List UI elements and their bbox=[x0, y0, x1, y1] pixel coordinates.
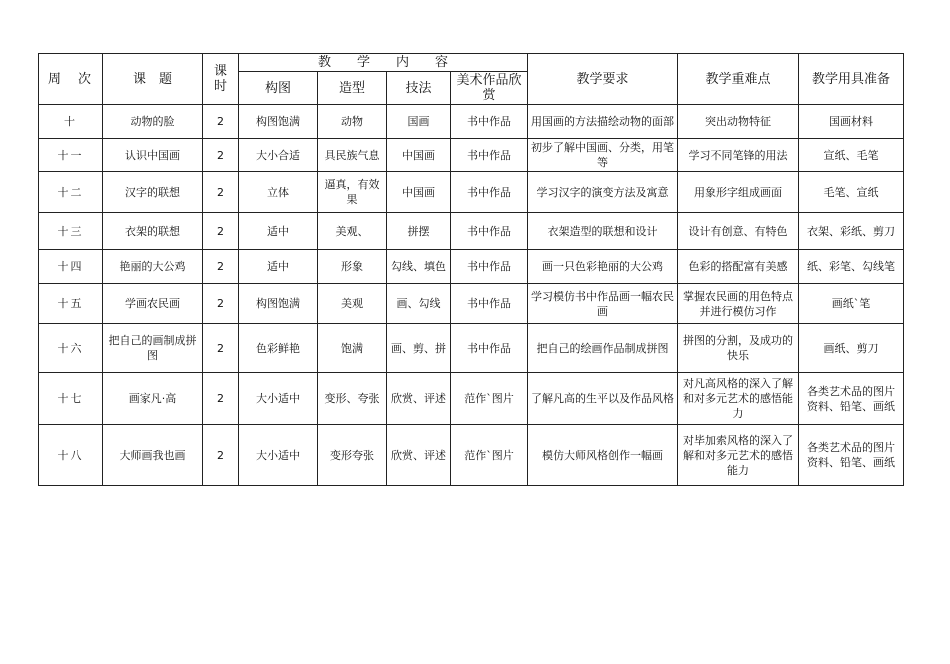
row-hours: 2 bbox=[203, 250, 239, 284]
row-modeling: 美观 bbox=[318, 284, 387, 324]
row-key-point: 用象形字组成画面 bbox=[678, 172, 799, 213]
row-week: 十 bbox=[39, 105, 103, 139]
row-requirement: 初步了解中国画、分类，用笔等 bbox=[528, 139, 678, 172]
row-composition: 适中 bbox=[239, 250, 318, 284]
header-appreciation: 美术作品欣赏 bbox=[451, 72, 528, 105]
row-hours: 2 bbox=[203, 172, 239, 213]
row-technique: 欣赏、评述 bbox=[387, 425, 451, 486]
table-row bbox=[39, 105, 904, 139]
row-key-point: 对凡高风格的深入了解和对多元艺术的感悟能力 bbox=[678, 373, 799, 425]
table-row bbox=[39, 324, 904, 373]
row-key-point: 学习不同笔锋的用法 bbox=[678, 139, 799, 172]
row-requirement: 学习模仿书中作品画一幅农民画 bbox=[528, 284, 678, 324]
row-week: 十三 bbox=[39, 213, 103, 250]
row-requirement: 把自己的绘画作品制成拼图 bbox=[528, 324, 678, 373]
row-appreciation: 书中作品 bbox=[451, 105, 528, 139]
row-key-point: 掌握农民画的用色特点并进行模仿习作 bbox=[678, 284, 799, 324]
header-requirements: 教学要求 bbox=[528, 54, 678, 105]
row-technique: 画、勾线 bbox=[387, 284, 451, 324]
row-composition: 构图饱满 bbox=[239, 105, 318, 139]
header-key-points: 教学重难点 bbox=[678, 54, 799, 105]
table-row bbox=[39, 284, 904, 324]
row-composition: 构图饱满 bbox=[239, 284, 318, 324]
row-appreciation: 书中作品 bbox=[451, 213, 528, 250]
table-row bbox=[39, 213, 904, 250]
row-topic: 画家凡·高 bbox=[103, 373, 203, 425]
row-technique: 画、剪、拼 bbox=[387, 324, 451, 373]
row-composition: 大小适中 bbox=[239, 425, 318, 486]
row-appreciation: 书中作品 bbox=[451, 324, 528, 373]
row-week: 十二 bbox=[39, 172, 103, 213]
row-hours: 2 bbox=[203, 425, 239, 486]
row-materials: 宣纸、毛笔 bbox=[799, 139, 904, 172]
row-appreciation: 范作`图片 bbox=[451, 373, 528, 425]
row-technique: 勾线、填色 bbox=[387, 250, 451, 284]
row-week: 十六 bbox=[39, 324, 103, 373]
row-materials: 纸、彩笔、勾线笔 bbox=[799, 250, 904, 284]
row-composition: 大小合适 bbox=[239, 139, 318, 172]
row-hours: 2 bbox=[203, 213, 239, 250]
row-week: 十七 bbox=[39, 373, 103, 425]
row-hours: 2 bbox=[203, 139, 239, 172]
row-week: 十五 bbox=[39, 284, 103, 324]
table-row bbox=[39, 250, 904, 284]
row-modeling: 动物 bbox=[318, 105, 387, 139]
row-topic: 把自己的画制成拼图 bbox=[103, 324, 203, 373]
row-hours: 2 bbox=[203, 373, 239, 425]
row-week: 十一 bbox=[39, 139, 103, 172]
row-topic: 认识中国画 bbox=[103, 139, 203, 172]
row-key-point: 拼图的分割，及成功的快乐 bbox=[678, 324, 799, 373]
row-modeling: 变形夸张 bbox=[318, 425, 387, 486]
row-materials: 画纸、剪刀 bbox=[799, 324, 904, 373]
row-materials: 各类艺术品的图片资料、铅笔、画纸 bbox=[799, 373, 904, 425]
row-week: 十八 bbox=[39, 425, 103, 486]
row-key-point: 色彩的搭配富有美感 bbox=[678, 250, 799, 284]
row-appreciation: 书中作品 bbox=[451, 172, 528, 213]
row-composition: 大小适中 bbox=[239, 373, 318, 425]
row-technique: 欣赏、评述 bbox=[387, 373, 451, 425]
header-topic: 课 题 bbox=[103, 54, 203, 105]
row-requirement: 画一只色彩艳丽的大公鸡 bbox=[528, 250, 678, 284]
row-topic: 汉字的联想 bbox=[103, 172, 203, 213]
row-composition: 适中 bbox=[239, 213, 318, 250]
row-composition: 立体 bbox=[239, 172, 318, 213]
row-requirement: 用国画的方法描绘动物的面部 bbox=[528, 105, 678, 139]
row-modeling: 变形、夸张 bbox=[318, 373, 387, 425]
table-row bbox=[39, 425, 904, 486]
row-topic: 大师画我也画 bbox=[103, 425, 203, 486]
header-materials: 教学用具准备 bbox=[799, 54, 904, 105]
row-key-point: 对毕加索风格的深入了解和对多元艺术的感悟能力 bbox=[678, 425, 799, 486]
row-topic: 艳丽的大公鸡 bbox=[103, 250, 203, 284]
row-modeling: 具民族气息 bbox=[318, 139, 387, 172]
row-materials: 画纸`笔 bbox=[799, 284, 904, 324]
header-composition: 构图 bbox=[239, 72, 318, 105]
row-technique: 拼摆 bbox=[387, 213, 451, 250]
row-materials: 各类艺术品的图片资料、铅笔、画纸 bbox=[799, 425, 904, 486]
row-hours: 2 bbox=[203, 324, 239, 373]
row-composition: 色彩鲜艳 bbox=[239, 324, 318, 373]
row-requirement: 学习汉字的演变方法及寓意 bbox=[528, 172, 678, 213]
row-requirement: 了解凡高的生平以及作品风格 bbox=[528, 373, 678, 425]
row-materials: 衣架、彩纸、剪刀 bbox=[799, 213, 904, 250]
row-key-point: 设计有创意、有特色 bbox=[678, 213, 799, 250]
header-technique: 技法 bbox=[387, 72, 451, 105]
row-hours: 2 bbox=[203, 105, 239, 139]
row-modeling: 饱满 bbox=[318, 324, 387, 373]
row-appreciation: 范作`图片 bbox=[451, 425, 528, 486]
row-materials: 毛笔、宣纸 bbox=[799, 172, 904, 213]
table-row bbox=[39, 172, 904, 213]
row-technique: 中国画 bbox=[387, 139, 451, 172]
row-technique: 中国画 bbox=[387, 172, 451, 213]
row-modeling: 形象 bbox=[318, 250, 387, 284]
row-week: 十四 bbox=[39, 250, 103, 284]
header-content-group: 教 学 内 容 bbox=[239, 54, 528, 72]
row-topic: 动物的脸 bbox=[103, 105, 203, 139]
row-technique: 国画 bbox=[387, 105, 451, 139]
row-appreciation: 书中作品 bbox=[451, 139, 528, 172]
header-modeling: 造型 bbox=[318, 72, 387, 105]
row-key-point: 突出动物特征 bbox=[678, 105, 799, 139]
row-requirement: 衣架造型的联想和设计 bbox=[528, 213, 678, 250]
row-requirement: 模仿大师风格创作一幅画 bbox=[528, 425, 678, 486]
row-hours: 2 bbox=[203, 284, 239, 324]
table-row bbox=[39, 373, 904, 425]
table-row bbox=[39, 139, 904, 172]
row-modeling: 逼真，有效果 bbox=[318, 172, 387, 213]
row-modeling: 美观、 bbox=[318, 213, 387, 250]
row-topic: 学画农民画 bbox=[103, 284, 203, 324]
header-hours: 课 时 bbox=[203, 54, 239, 105]
row-appreciation: 书中作品 bbox=[451, 284, 528, 324]
header-week: 周 次 bbox=[39, 54, 103, 105]
row-materials: 国画材料 bbox=[799, 105, 904, 139]
row-appreciation: 书中作品 bbox=[451, 250, 528, 284]
row-topic: 衣架的联想 bbox=[103, 213, 203, 250]
teaching-plan-table bbox=[38, 53, 904, 486]
